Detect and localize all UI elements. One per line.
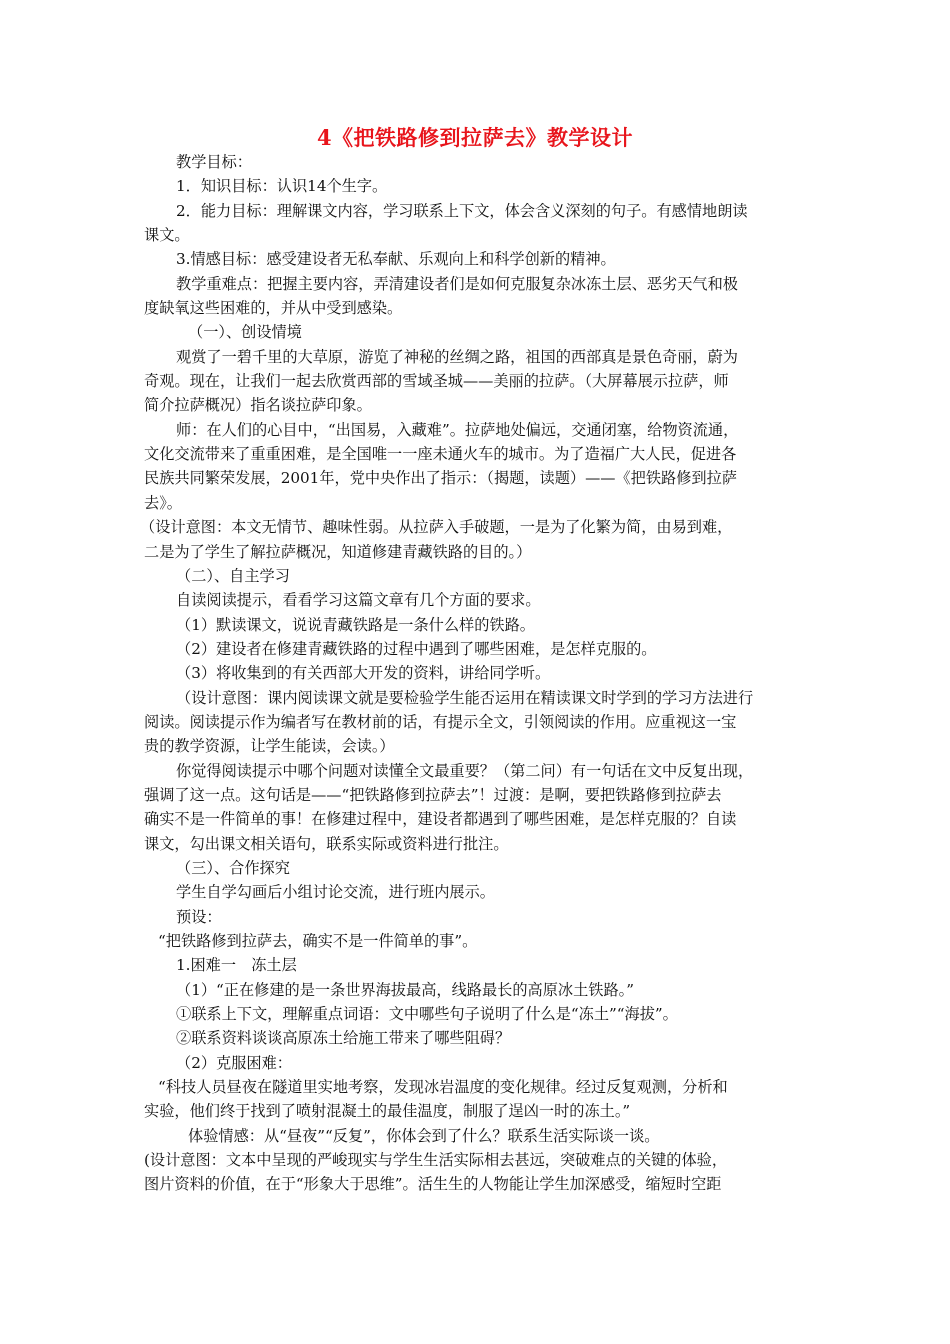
body-line: （2）建设者在修建青藏铁路的过程中遇到了哪些困难，是怎样克服的。 — [176, 639, 657, 658]
body-line: （2）克服困难： — [176, 1053, 292, 1072]
body-line: 简介拉萨概况）指名谈拉萨印象。 — [144, 396, 372, 415]
body-line: ①联系上下文，理解重点词语：文中哪些句子说明了什么是“冻土”“海拔”。 — [176, 1005, 678, 1024]
body-line: 民族共同繁荣发展，2001年，党中央作出了指示：（揭题，读题）——《把铁路修到拉萨 — [144, 469, 737, 488]
body-line: （设计意图：本文无情节、趣味性弱。从拉萨入手破题，一是为了化繁为简，由易到难， — [140, 518, 733, 537]
body-line: 阅读。阅读提示作为编者写在教材前的话，有提示全文，引领阅读的作用。应重视这一宝 — [144, 712, 737, 731]
body-line: 2．能力目标：理解课文内容，学习联系上下文，体会含义深刻的句子。有感情地朗读 — [176, 201, 748, 220]
body-line: （3）将收集到的有关西部大开发的资料，讲给同学听。 — [176, 664, 551, 683]
body-line: 你觉得阅读提示中哪个问题对读懂全文最重要？（第二问）有一句话在文中反复出现， — [176, 761, 754, 780]
body-line: 二是为了学生了解拉萨概况，知道修建青藏铁路的目的。） — [144, 542, 532, 561]
body-line: （1）“正在修建的是一条世界海拔最高，线路最长的高原冰土铁路。” — [176, 980, 635, 999]
body-line: 观赏了一碧千里的大草原，游览了神秘的丝绸之路，祖国的西部真是景色奇丽，蔚为 — [176, 347, 738, 366]
body-line: 体验情感：从“昼夜”“反复”，你体会到了什么？联系生活实际谈一谈。 — [188, 1126, 660, 1145]
body-line: 图片资料的价值，在于“形象大于思维”。活生生的人物能让学生加深感受，缩短时空距 — [144, 1175, 722, 1194]
body-line: (设计意图：文本中呈现的严峻现实与学生生活实际相去甚远，突破难点的关键的体验， — [144, 1151, 728, 1170]
body-line: “科技人员昼夜在隧道里实地考察，发现冰岩温度的变化规律。经过反复观测，分析和 — [158, 1078, 728, 1097]
body-line: 3.情感目标：感受建设者无私奉献、乐观向上和科学创新的精神。 — [176, 250, 616, 269]
body-line: ②联系资料谈谈高原冻土给施工带来了哪些阻碍？ — [176, 1029, 511, 1048]
body-line: 课文。 — [144, 226, 190, 245]
body-line: 度缺氧这些困难的，并从中受到感染。 — [144, 299, 403, 318]
body-line: 强调了这一点。这句话是——“把铁路修到拉萨去”！过渡：是啊，要把铁路修到拉萨去 — [144, 785, 722, 804]
body-line: 确实不是一件简单的事！在修建过程中，建设者都遇到了哪些困难，是怎样克服的？自读 — [144, 810, 737, 829]
body-line: “把铁路修到拉萨去，确实不是一件简单的事”。 — [158, 932, 478, 950]
body-line: 实验，他们终于找到了喷射混凝土的最佳温度，制服了逞凶一时的冻土。” — [144, 1102, 631, 1121]
body-line: 教学目标： — [176, 153, 252, 171]
section-heading: （一）、创设情境 — [188, 323, 302, 342]
body-line: （设计意图：课内阅读课文就是要检验学生能否运用在精读课文时学到的学习方法进行 — [176, 688, 754, 707]
body-line: 贵的教学资源，让学生能读，会读。） — [144, 737, 395, 756]
body-line: 教学重难点：把握主要内容，弄清建设者们是如何克服复杂冰冻土层、恶劣天气和极 — [176, 274, 738, 293]
body-line: 奇观。现在，让我们一起去欣赏西部的雪域圣城——美丽的拉萨。（大屏幕展示拉萨，师 — [144, 372, 729, 391]
body-line: 自读阅读提示，看看学习这篇文章有几个方面的要求。 — [176, 591, 541, 610]
document-title: 4《把铁路修到拉萨去》教学设计 — [316, 125, 634, 150]
body-line: 学生自学勾画后小组讨论交流，进行班内展示。 — [176, 883, 495, 902]
body-line: （1）默读课文，说说青藏铁路是一条什么样的铁路。 — [176, 615, 535, 634]
body-line: 1．知识目标：认识14个生字。 — [176, 177, 388, 196]
body-line: 1.困难一 冻土层 — [176, 956, 297, 975]
body-line: 课文，勾出课文相关语句，联系实际或资料进行批注。 — [144, 834, 509, 853]
body-line: 去》。 — [144, 493, 182, 512]
section-heading: （二）、自主学习 — [176, 566, 290, 585]
body-line: 文化交流带来了重重困难，是全国唯一一座未通火车的城市。为了造福广大人民，促进各 — [144, 445, 737, 464]
body-line: 师：在人们的心目中，“出国易，入藏难”。拉萨地处偏远，交通闭塞，给物资流通， — [176, 420, 739, 439]
body-line: 预设： — [176, 907, 222, 926]
document-body — [140, 150, 814, 1197]
section-heading: （三）、合作探究 — [176, 858, 290, 877]
